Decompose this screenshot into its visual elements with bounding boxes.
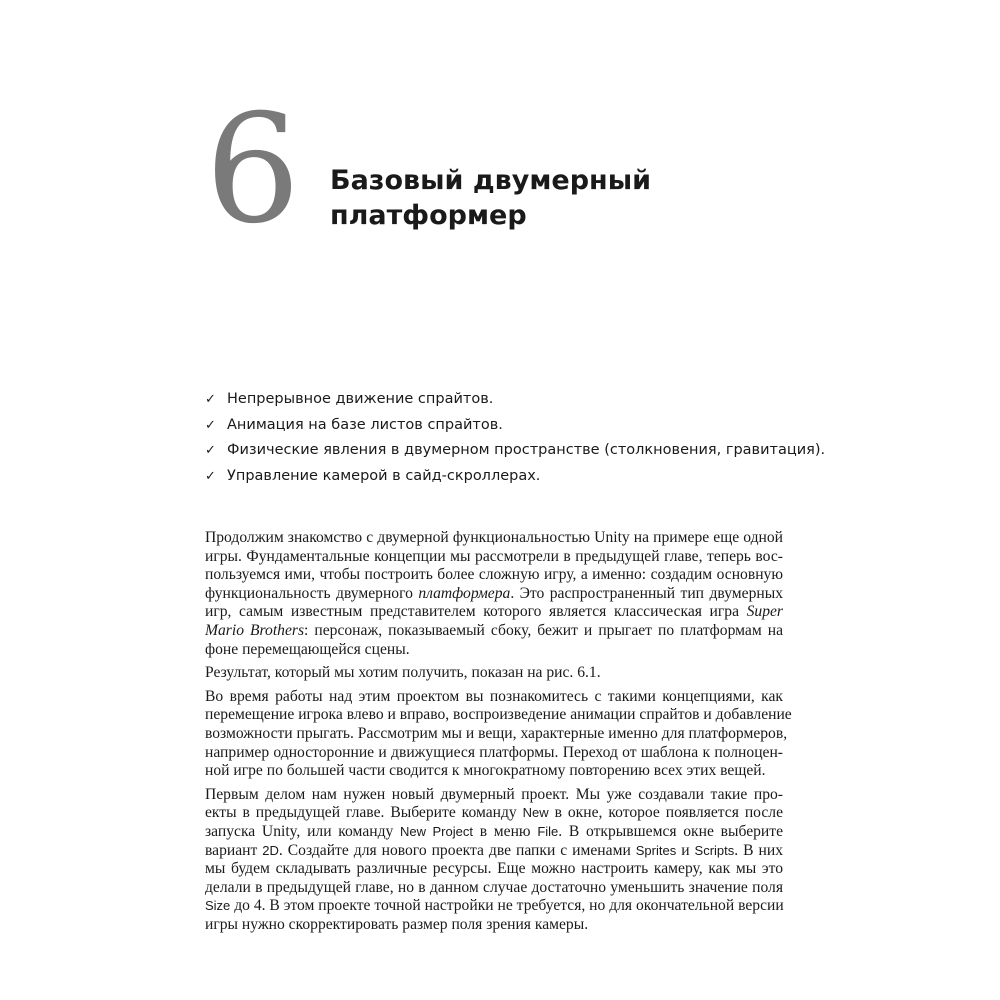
text-line: Продолжим знакомство с двумерной функциональностью Unity на примере еще одной (205, 529, 783, 546)
chapter-title-line-2: платформер (330, 200, 527, 231)
text-line: вариант 2D. Создайте для нового проекта две папки с именами Sprites и Scripts. В них (205, 841, 783, 859)
paragraph-project-setup (205, 786, 783, 935)
text-line: мы будем складывать различные ресурсы. Еще можно настроить камеру, как мы это (205, 860, 783, 878)
objective-text: Управление камерой в сайд-скроллерах. (227, 467, 541, 484)
text-line: перемещение игрока влево и вправо, воспроизведение анимации спрайтов и добавление (205, 706, 792, 724)
text-line: Во время работы над этим проектом вы познакомитесь с такими концепциями, как (205, 687, 783, 705)
text-line: фоне перемещающейся сцены. (205, 640, 410, 658)
check-icon: ✓ (205, 417, 216, 433)
term-platformer: платформера (418, 584, 511, 602)
objective-text: Непрерывное движение спрайтов. (227, 391, 494, 407)
text-line: возможности прыгать. Рассмотрим мы и вещи, характерные именно для платформеров, (205, 724, 788, 742)
chapter-title (330, 163, 750, 233)
ui-term-size: Size (205, 898, 231, 914)
objective-item (205, 413, 825, 439)
game-title-part-2: Mario Brothers (205, 621, 305, 639)
text-line: Mario Brothers: персонаж, показываемый сбоку, бежит и прыгает по платформам на (205, 621, 783, 639)
text-line: Результат, который мы хотим получить, показан на рис. 6.1. (205, 664, 601, 682)
text-line: игры нужно скорректировать размер поля зрения камеры. (205, 915, 589, 933)
game-title-part-1: Super (746, 603, 783, 621)
check-icon: ✓ (205, 392, 216, 407)
text-line: екты в предыдущей главе. Выберите команду New в окне, которое появляется после (205, 804, 783, 822)
check-icon: ✓ (205, 443, 216, 458)
text-line: ной игре по большей части сводится к многократному повторению всех этих вещей. (205, 762, 766, 780)
text-line: запуска Unity, или команду New Project в меню File. В открывшемся окне выберите (205, 822, 784, 840)
text-line: игры. Фундаментальные концепции мы рассмотрели в предыдущей главе, теперь вос- (205, 547, 783, 565)
check-icon: ✓ (205, 468, 216, 484)
objective-item (205, 387, 825, 413)
objective-item (205, 464, 825, 490)
text-line: например односторонние и движущиеся платформы. Переход от шаблона к полноцен- (205, 743, 783, 761)
ui-term-2d: 2D (262, 842, 279, 858)
paragraph-intro (205, 529, 783, 659)
paragraph-result (205, 664, 783, 683)
text-line: игр, самым известным представителем которого является классическая игра Super (205, 603, 783, 621)
chapter-objectives-list (205, 387, 825, 489)
body-text (205, 529, 792, 939)
ui-term-new: New (522, 805, 549, 821)
chapter-title-line-1: Базовый двумерный (330, 165, 652, 196)
ui-term-file: File (537, 823, 559, 839)
objective-text: Физические явления в двумерном пространстве (столкновения, гравитация). (227, 442, 826, 458)
ui-term-new-project: New Project (400, 823, 473, 839)
text-line: функциональность двумерного платформера. Это распространенный тип двумерных (205, 584, 784, 602)
text-line: Первым делом нам нужен новый двумерный проект. Мы уже создавали такие про- (205, 785, 783, 803)
chapter-number: 6 (205, 83, 301, 257)
ui-term-scripts: Scripts (694, 842, 735, 858)
objective-item (205, 438, 825, 464)
objective-text: Анимация на базе листов спрайтов. (227, 416, 503, 433)
text-line: пользуемся ими, чтобы построить более сложную игру, а именно: создадим основную (205, 566, 783, 584)
ui-term-sprites: Sprites (635, 842, 677, 858)
text-line: делали в предыдущей главе, но в данном случае достаточно уменьшить значение поля (205, 878, 783, 896)
text-line: Size до 4. В этом проекте точной настройки не требуется, но для окончательной версии (205, 897, 784, 915)
paragraph-concepts (205, 687, 792, 781)
